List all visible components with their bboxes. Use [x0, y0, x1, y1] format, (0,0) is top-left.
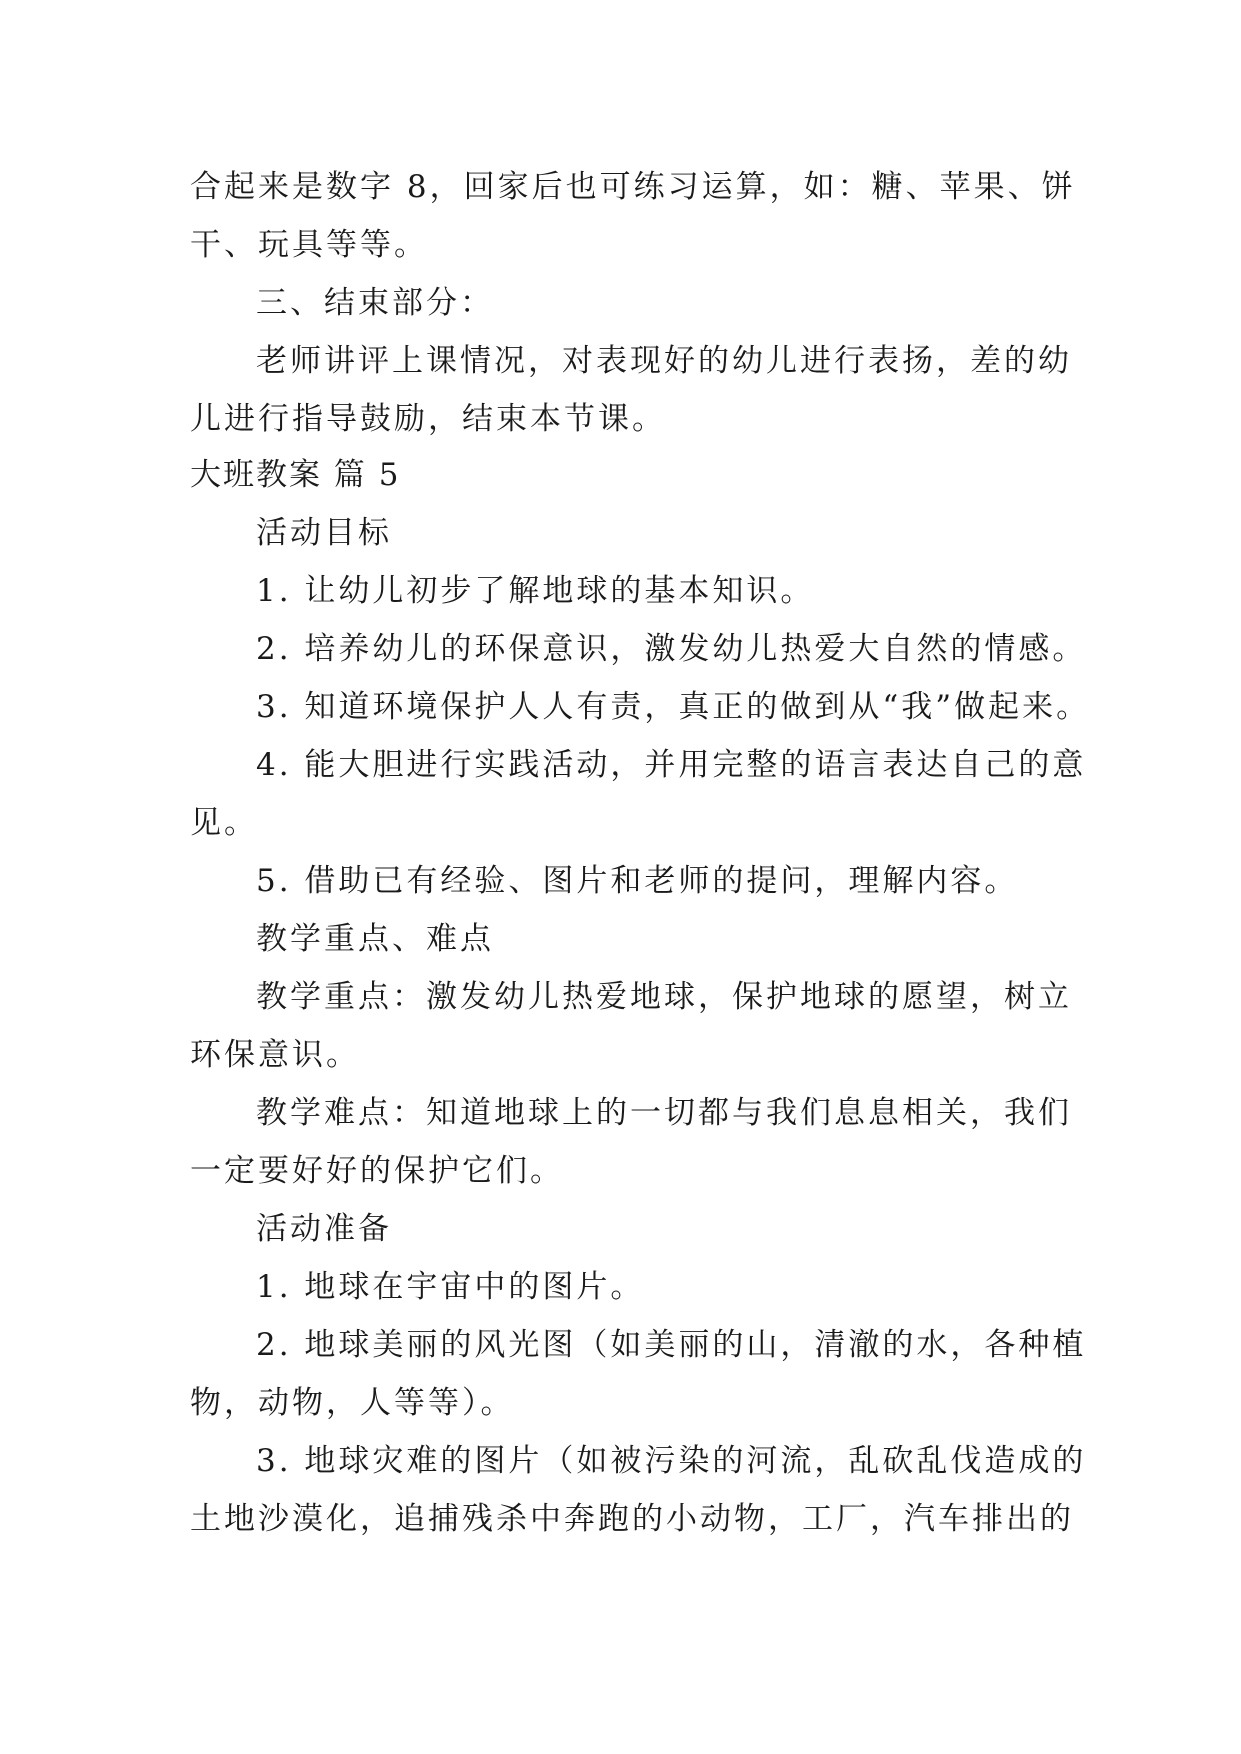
section-heading: 三、结束部分：: [256, 285, 494, 321]
paragraph-line: 见。: [190, 805, 258, 841]
list-item: 5. 借助已有经验、图片和老师的提问，理解内容。: [256, 863, 1019, 899]
list-item: 2. 地球美丽的风光图（如美丽的山，清澈的水，各种植: [256, 1327, 1087, 1363]
paragraph-line: 物，动物，人等等）。: [190, 1385, 515, 1421]
list-item: 2. 培养幼儿的环保意识，激发幼儿热爱大自然的情感。: [256, 631, 1087, 667]
section-heading: 活动准备: [256, 1211, 392, 1247]
paragraph-line: 土地沙漠化，追捕残杀中奔跑的小动物，工厂，汽车排出的: [190, 1501, 1074, 1537]
paragraph-line: 教学重点：激发幼儿热爱地球，保护地球的愿望，树立: [256, 979, 1072, 1015]
section-heading: 活动目标: [256, 515, 392, 551]
list-item: 1. 让幼儿初步了解地球的基本知识。: [256, 573, 815, 609]
paragraph-line: 儿进行指导鼓励，结束本节课。: [190, 401, 666, 437]
chapter-title: 大班教案 篇 5: [190, 457, 401, 493]
list-item: 3. 地球灾难的图片（如被污染的河流，乱砍乱伐造成的: [256, 1443, 1087, 1479]
paragraph-line: 环保意识。: [190, 1037, 360, 1073]
paragraph-line: 老师讲评上课情况，对表现好的幼儿进行表扬，差的幼: [256, 343, 1072, 379]
paragraph-line: 干、玩具等等。: [190, 227, 428, 263]
section-heading: 教学重点、难点: [256, 921, 494, 957]
list-item: 4. 能大胆进行实践活动，并用完整的语言表达自己的意: [256, 747, 1087, 783]
list-item: 3. 知道环境保护人人有责，真正的做到从“我”做起来。: [256, 689, 1091, 725]
paragraph-line: 一定要好好的保护它们。: [190, 1153, 564, 1189]
list-item: 1. 地球在宇宙中的图片。: [256, 1269, 645, 1305]
paragraph-line: 教学难点：知道地球上的一切都与我们息息相关，我们: [256, 1095, 1072, 1131]
paragraph-line: 合起来是数字 8，回家后也可练习运算，如：糖、苹果、饼: [190, 169, 1076, 205]
